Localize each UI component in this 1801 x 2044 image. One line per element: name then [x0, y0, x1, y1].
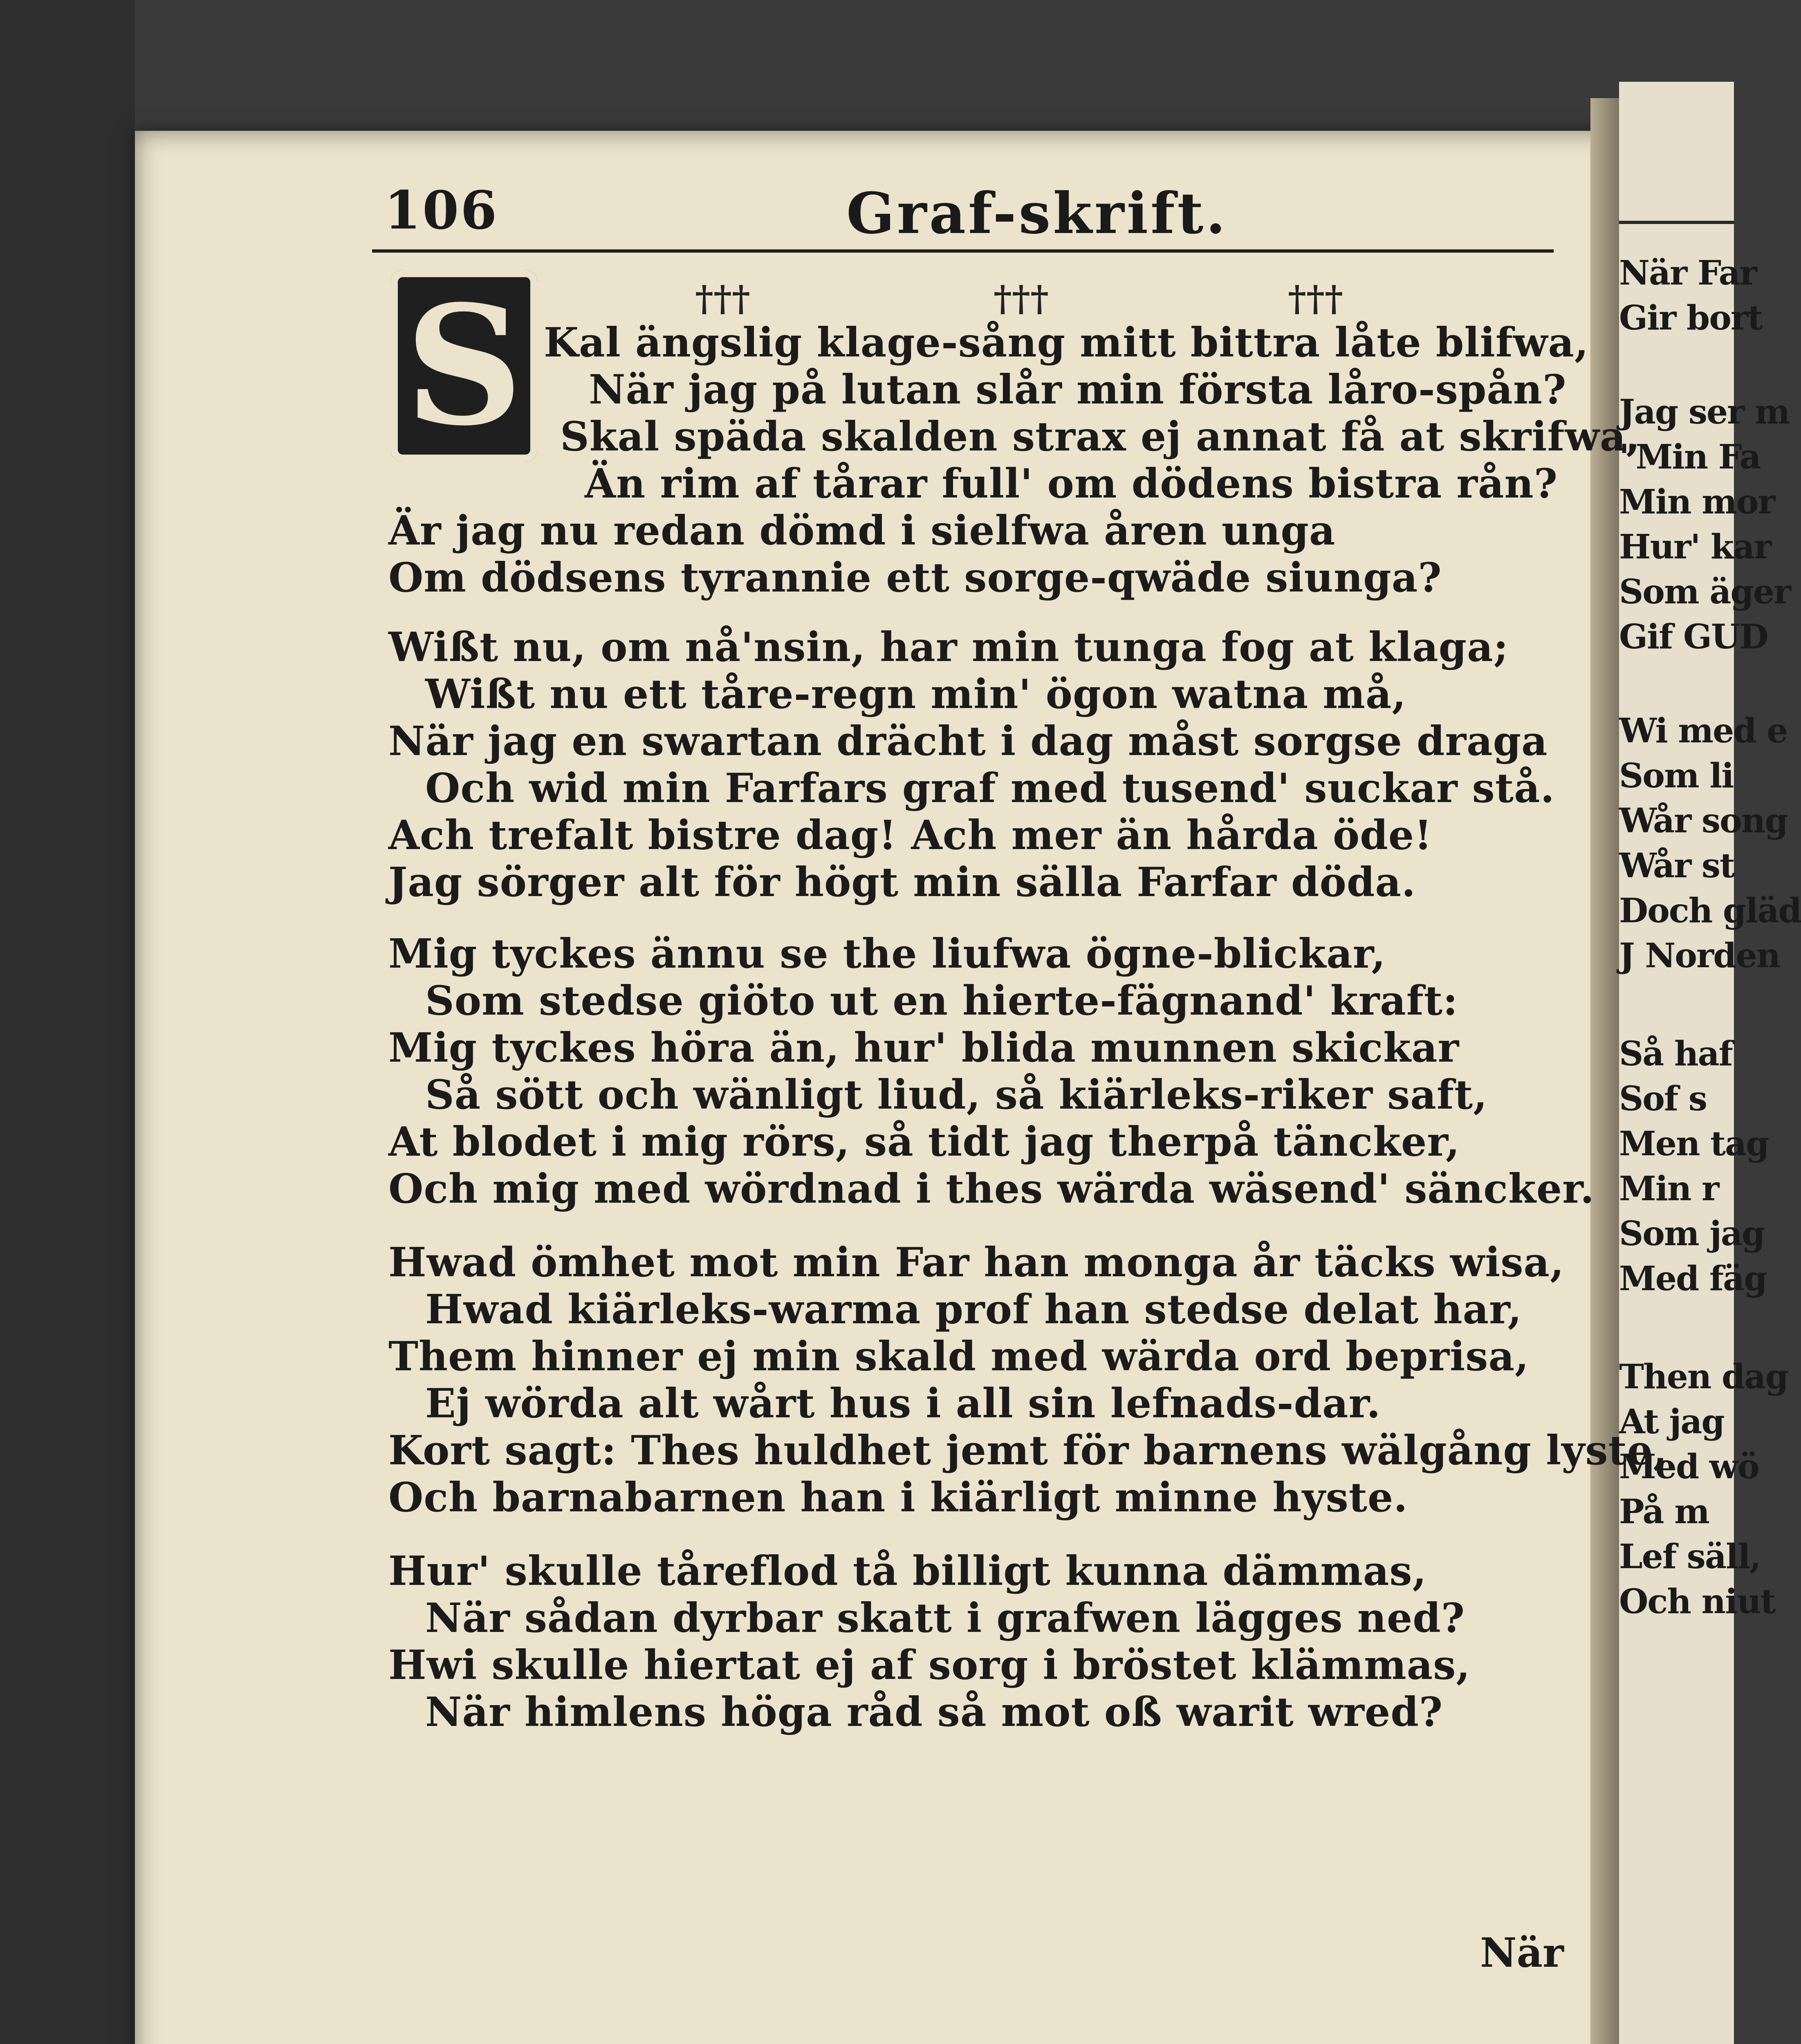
next-page-line: Gir bort [1619, 298, 1763, 338]
next-page-line: At jag [1619, 1402, 1724, 1441]
next-page-line: Then dag [1619, 1357, 1788, 1396]
verse-line: När jag på lutan slår min första låro-spån? [589, 366, 1567, 413]
verse-line: Hwi skulle hiertat ej af sorg i bröstet klämmas, [388, 1642, 1471, 1689]
verse-line: Mig tyckes höra än, hur' blida munnen skickar [388, 1024, 1460, 1071]
next-page-line: Och niut [1619, 1582, 1775, 1621]
verse-line: Och barnabarnen han i kiärligt minne hyste. [388, 1474, 1408, 1521]
next-page-line: Så haf [1619, 1034, 1732, 1074]
next-page-line: Wår song [1619, 801, 1788, 840]
header-rule [372, 249, 1554, 253]
page-number: 106 [384, 180, 499, 241]
next-page-line: På m [1619, 1492, 1709, 1531]
verse-line: Wißt nu ett tåre-regn min' ögon watna må, [425, 671, 1406, 718]
verse-line: Skal späda skalden strax ej annat få at skrifwa, [560, 413, 1641, 460]
verse-line: När jag en swartan drächt i dag måst sorgse draga [388, 718, 1548, 765]
next-page-line: När Far [1619, 253, 1756, 293]
running-head: Graf-skrift. [846, 180, 1228, 247]
verse-line: Kort sagt: Thes huldhet jemt för barnens wälgång lyste, [388, 1427, 1668, 1474]
cross-mark: ††† [994, 278, 1049, 319]
next-page-line: Som li [1619, 756, 1734, 796]
verse-line: Kal ängslig klage-sång mitt bittra låte blifwa, [544, 319, 1589, 366]
verse-line: Om dödsens tyrannie ett sorge-qwäde siunga? [388, 554, 1442, 601]
next-page-line: Lef säll, [1619, 1537, 1761, 1576]
verse-line: Hur' skulle tåreflod tå billigt kunna dämmas, [388, 1548, 1427, 1595]
verse-line: Och mig med wördnad i thes wärda wäsend' säncker. [388, 1165, 1595, 1213]
catchword: När [1480, 1930, 1564, 1977]
verse-line: Som stedse giöto ut en hierte-fägnand' kraft: [425, 977, 1458, 1024]
verse-line: Mig tyckes ännu se the liufwa ögne-blickar, [388, 930, 1386, 977]
next-page-line: Som äger [1619, 572, 1791, 612]
next-page-line: Min r [1619, 1169, 1719, 1208]
cross-mark: ††† [1288, 278, 1343, 319]
verse-line: Them hinner ej min skald med wärda ord beprisa, [388, 1333, 1530, 1380]
verse-line: Ej wörda alt wårt hus i all sin lefnads-dar. [425, 1380, 1381, 1427]
verse-line: Och wid min Farfars graf med tusend' suckar stå. [425, 765, 1555, 812]
verse-line: Wißt nu, om nå'nsin, har min tunga fog at klaga; [388, 624, 1509, 671]
drop-cap-letter: S [405, 270, 523, 462]
verse-line: Är jag nu redan dömd i sielfwa åren unga [388, 507, 1336, 554]
verse-line: Ach trefalt bistre dag! Ach mer än hårda öde! [388, 812, 1433, 859]
verse-line: At blodet i mig rörs, så tidt jag therpå täncker, [388, 1118, 1460, 1165]
next-page-line: Sof s [1619, 1079, 1707, 1118]
next-page-line: J Norden [1619, 936, 1780, 975]
next-page-line: Wår st [1619, 846, 1734, 885]
verse-line: Än rim af tårar full' om dödens bistra rån? [585, 460, 1558, 507]
verse-line: Hwad kiärleks-warma prof han stedse delat har, [425, 1286, 1522, 1333]
verse-line: När himlens höga råd så mot oß warit wred? [425, 1689, 1443, 1736]
next-page-line: Med wö [1619, 1447, 1759, 1486]
next-page-line: Wi med e [1619, 711, 1788, 751]
next-page-line: Min mor [1619, 482, 1775, 522]
cross-mark: ††† [695, 278, 750, 319]
next-page-line: Med fäg [1619, 1259, 1767, 1298]
next-page-line: Hur' kar [1619, 527, 1771, 567]
drop-cap [390, 270, 538, 462]
next-page-edge [1619, 82, 1801, 2044]
backdrop [0, 0, 135, 2044]
next-page-header-rule [1619, 221, 1734, 224]
next-page-line: Jag ser m [1619, 392, 1790, 432]
next-page-line: Men tag [1619, 1124, 1769, 1163]
verse-line: Jag sörger alt för högt min sälla Farfar döda. [388, 859, 1416, 906]
verse-line: När sådan dyrbar skatt i grafwen lägges ned? [425, 1595, 1465, 1642]
verse-line: Hwad ömhet mot min Far han monga år täcks wisa, [388, 1239, 1565, 1286]
next-page-line: "Min Fa [1619, 437, 1761, 477]
verse-line: Så sött och wänligt liud, så kiärleks-riker saft, [425, 1071, 1488, 1118]
next-page-line: Som jag [1619, 1214, 1765, 1253]
next-page-line: Doch gläd [1619, 891, 1801, 930]
next-page-line: Gif GUD [1619, 617, 1768, 657]
